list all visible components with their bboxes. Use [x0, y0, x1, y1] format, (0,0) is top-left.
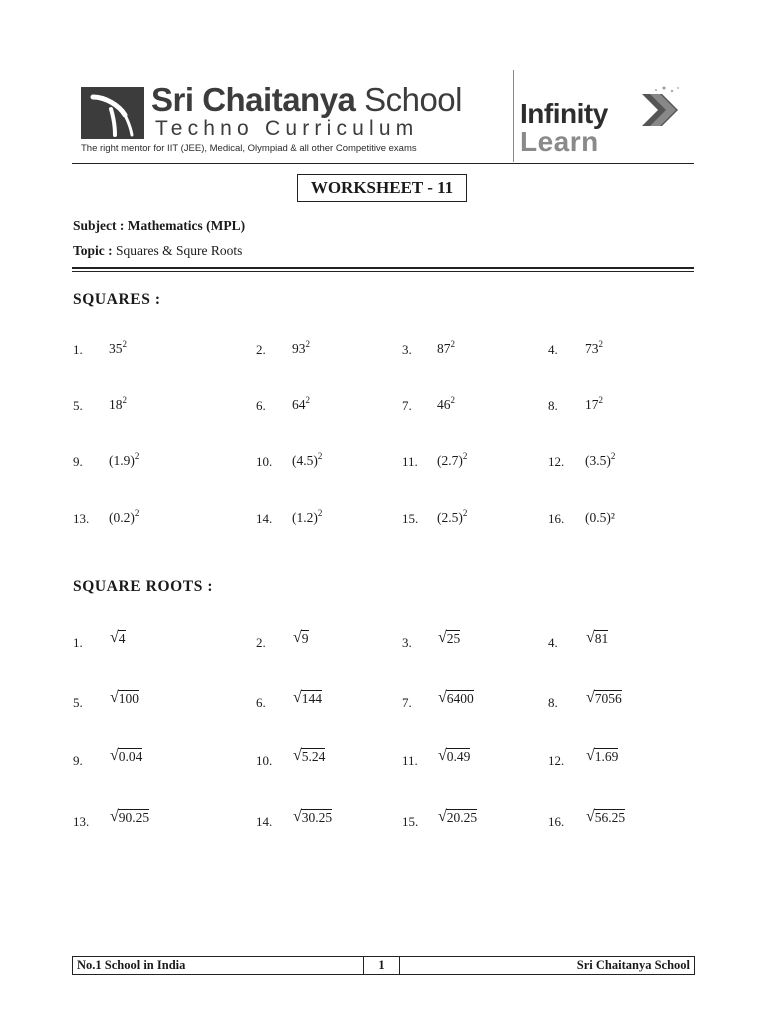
- radical-sign-icon: √: [438, 629, 447, 646]
- root-item-number: 15.: [402, 814, 419, 829]
- square-item-expression: [109, 453, 139, 469]
- radicand: 7056: [594, 691, 622, 706]
- radicand: 100: [118, 691, 140, 706]
- square-exponent: 2: [317, 451, 323, 461]
- square-root-expression: [110, 630, 126, 646]
- radicand: 0.04: [118, 749, 143, 764]
- radical-sign-icon: √: [110, 747, 119, 764]
- square-item-number: 3.: [402, 342, 412, 357]
- radicand: 5.24: [301, 749, 326, 764]
- square-item-expression: [437, 453, 467, 469]
- square-item-number: 15.: [402, 511, 419, 526]
- root-item-number: 14.: [256, 814, 273, 829]
- radicand: 25: [446, 631, 461, 646]
- square-exponent: 2: [134, 508, 140, 518]
- radical-sign-icon: √: [586, 689, 595, 706]
- square-exponent: 2: [122, 395, 127, 405]
- square-root-expression: [438, 630, 460, 646]
- square-item-number: 7.: [402, 398, 412, 413]
- square-item-number: 2.: [256, 342, 266, 357]
- square-root-expression: [110, 690, 139, 706]
- radicand: 90.25: [118, 810, 150, 825]
- square-item-expression: [585, 397, 603, 413]
- square-exponent: 2: [122, 339, 127, 349]
- square-item-number: 4.: [548, 342, 558, 357]
- square-base: 18: [109, 397, 123, 412]
- square-root-expression: [438, 690, 474, 706]
- radical-sign-icon: √: [293, 689, 302, 706]
- radical-sign-icon: √: [293, 808, 302, 825]
- square-root-expression: [293, 809, 332, 825]
- square-base: (0.5)²: [585, 510, 615, 525]
- radicand: 81: [594, 631, 609, 646]
- radicand: 20.25: [446, 810, 478, 825]
- radicand: 6400: [446, 691, 474, 706]
- chevron-icon: [636, 86, 684, 131]
- square-root-expression: [586, 690, 622, 706]
- square-exponent: 2: [305, 339, 310, 349]
- root-item-number: 6.: [256, 695, 266, 710]
- square-exponent: 2: [610, 451, 616, 461]
- square-item-number: 5.: [73, 398, 83, 413]
- square-base: (3.5): [585, 453, 611, 468]
- root-item-number: 10.: [256, 753, 273, 768]
- root-item-number: 2.: [256, 635, 266, 650]
- square-exponent: 2: [598, 395, 603, 405]
- radicand: 9: [301, 631, 309, 646]
- root-item-number: 4.: [548, 635, 558, 650]
- square-base: (1.2): [292, 510, 318, 525]
- square-item-number: 6.: [256, 398, 266, 413]
- radical-sign-icon: √: [438, 808, 447, 825]
- square-exponent: 2: [317, 508, 323, 518]
- square-root-expression: [293, 690, 322, 706]
- square-base: (2.5): [437, 510, 463, 525]
- root-item-number: 11.: [402, 753, 418, 768]
- radical-sign-icon: √: [586, 629, 595, 646]
- root-item-number: 8.: [548, 695, 558, 710]
- square-item-expression: [292, 453, 322, 469]
- radical-sign-icon: √: [438, 689, 447, 706]
- root-item-number: 5.: [73, 695, 83, 710]
- square-base: 46: [437, 397, 451, 412]
- brand-title: Sri Chaitanya School: [151, 81, 462, 118]
- radicand: 144: [301, 691, 323, 706]
- page-footer: [72, 956, 695, 975]
- square-exponent: 2: [598, 339, 603, 349]
- square-root-expression: [586, 630, 608, 646]
- root-item-number: 3.: [402, 635, 412, 650]
- square-item-expression: [437, 510, 467, 526]
- square-root-expression: [293, 630, 309, 646]
- radicand: 1.69: [594, 749, 619, 764]
- radical-sign-icon: √: [293, 747, 302, 764]
- radicand: 0.49: [446, 749, 471, 764]
- square-base: (0.2): [109, 510, 135, 525]
- root-item-number: 12.: [548, 753, 565, 768]
- square-item-expression: [437, 397, 455, 413]
- radical-sign-icon: √: [586, 747, 595, 764]
- square-item-expression: [585, 510, 615, 526]
- squares-section-title: SQUARES :: [73, 291, 161, 308]
- square-item-number: 16.: [548, 511, 565, 526]
- square-exponent: 2: [305, 395, 310, 405]
- square-item-number: 1.: [73, 342, 83, 357]
- square-base: 87: [437, 341, 451, 356]
- square-exponent: 2: [134, 451, 140, 461]
- square-base: (2.7): [437, 453, 463, 468]
- square-root-expression: [586, 748, 618, 764]
- square-item-expression: [292, 397, 310, 413]
- root-item-number: 13.: [73, 814, 90, 829]
- radicand: 56.25: [594, 810, 626, 825]
- radicand: 4: [118, 631, 126, 646]
- brand-subtitle: Techno Curriculum: [155, 117, 419, 140]
- radicand: 30.25: [301, 810, 333, 825]
- header-rule: [72, 163, 694, 164]
- square-item-number: 10.: [256, 454, 273, 469]
- subject-line: Subject : Mathematics (MPL): [73, 218, 246, 233]
- square-base: 35: [109, 341, 123, 356]
- square-item-number: 14.: [256, 511, 273, 526]
- worksheet-title: WORKSHEET - 11: [297, 174, 467, 202]
- radical-sign-icon: √: [110, 808, 119, 825]
- square-item-number: 8.: [548, 398, 558, 413]
- section-rule-top: [72, 267, 694, 269]
- page-number: 1: [364, 957, 400, 974]
- square-root-expression: [438, 809, 477, 825]
- partner-logo-line1: Infinity: [520, 98, 608, 129]
- square-item-number: 12.: [548, 454, 565, 469]
- brand-divider: [513, 70, 514, 162]
- square-item-expression: [109, 397, 127, 413]
- radical-sign-icon: √: [586, 808, 595, 825]
- square-roots-section-title: SQUARE ROOTS :: [73, 578, 214, 595]
- square-base: (4.5): [292, 453, 318, 468]
- radical-sign-icon: √: [110, 689, 119, 706]
- footer-left: No.1 School in India: [73, 957, 364, 974]
- square-base: (1.9): [109, 453, 135, 468]
- square-base: 17: [585, 397, 599, 412]
- square-item-expression: [585, 341, 603, 357]
- square-root-expression: [586, 809, 625, 825]
- square-exponent: 2: [462, 508, 468, 518]
- square-item-number: 9.: [73, 454, 83, 469]
- footer-right: Sri Chaitanya School: [576, 958, 690, 972]
- root-item-number: 16.: [548, 814, 565, 829]
- square-item-expression: [585, 453, 615, 469]
- square-root-expression: [110, 809, 149, 825]
- radical-sign-icon: √: [438, 747, 447, 764]
- square-item-expression: [437, 341, 455, 357]
- square-item-expression: [292, 510, 322, 526]
- square-root-expression: [110, 748, 142, 764]
- root-item-number: 7.: [402, 695, 412, 710]
- square-base: 64: [292, 397, 306, 412]
- square-base: 73: [585, 341, 599, 356]
- square-exponent: 2: [462, 451, 468, 461]
- square-item-expression: [292, 341, 310, 357]
- square-item-number: 13.: [73, 511, 90, 526]
- radical-sign-icon: √: [293, 629, 302, 646]
- brand-tagline: The right mentor for IIT (JEE), Medical, Olympiad & all other Competitive exams: [81, 143, 417, 154]
- square-item-expression: [109, 341, 127, 357]
- section-rule-bottom: [72, 271, 694, 272]
- square-item-number: 11.: [402, 454, 418, 469]
- square-exponent: 2: [450, 395, 455, 405]
- school-logo: [81, 87, 144, 139]
- square-exponent: 2: [450, 339, 455, 349]
- square-root-expression: [293, 748, 325, 764]
- root-item-number: 1.: [73, 635, 83, 650]
- square-root-expression: [438, 748, 470, 764]
- partner-logo-line2: Learn: [520, 126, 599, 157]
- square-item-expression: [109, 510, 139, 526]
- square-base: 93: [292, 341, 306, 356]
- radical-sign-icon: √: [110, 629, 119, 646]
- root-item-number: 9.: [73, 753, 83, 768]
- topic-line: Topic : Squares & Squre Roots: [73, 243, 243, 258]
